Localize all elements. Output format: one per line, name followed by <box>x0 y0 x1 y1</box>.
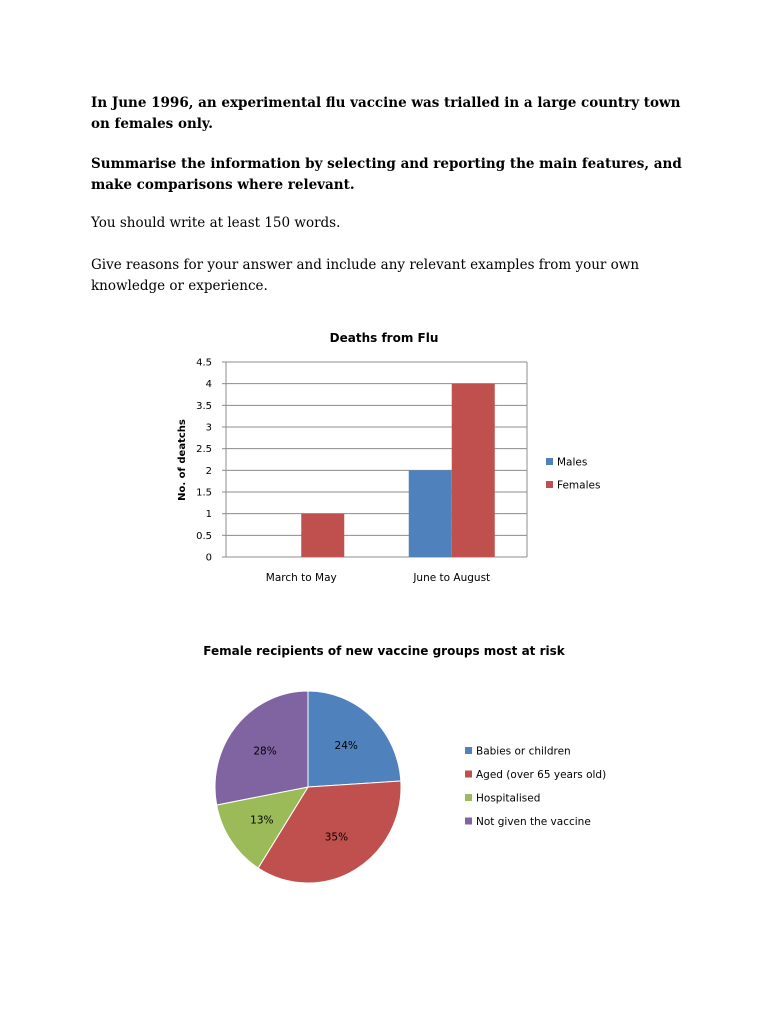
pie-legend-swatch <box>465 818 472 825</box>
legend-label-females: Females <box>557 479 601 492</box>
task-description: In June 1996, an experimental flu vaccine was trialled in a large country town on females only. <box>91 95 681 132</box>
bar-chart-y-tick-label: 2 <box>205 465 212 477</box>
bar-chart-y-axis-label: No. of deatchs <box>177 419 188 501</box>
bar-females-0 <box>301 514 344 557</box>
legend-swatch-females <box>546 481 553 488</box>
pie-slice-label: 35% <box>324 831 349 844</box>
task-instructions: Summarise the information by selecting and reporting the main features, and make comparisons where relevant. <box>91 156 682 193</box>
pie-chart <box>203 644 606 883</box>
pie-legend-swatch <box>465 771 472 778</box>
bar-chart-y-tick-label: 3 <box>205 422 212 434</box>
bar-chart-y-tick-label: 0.5 <box>196 530 212 542</box>
pie-slice-0 <box>308 691 401 787</box>
pie-slice-label: 28% <box>253 745 277 758</box>
legend-label-males: Males <box>557 456 588 469</box>
bar-chart-y-tick-label: 0 <box>205 552 212 564</box>
bar-chart-y-tick-label: 4 <box>205 379 212 391</box>
pie-legend-swatch <box>465 747 472 754</box>
pie-legend-label: Not given the vaccine <box>476 816 591 828</box>
bar-chart <box>177 331 600 584</box>
pie-legend-label: Hospitalised <box>476 792 541 805</box>
bar-chart-y-tick-label: 3.5 <box>196 400 212 412</box>
bar-chart-y-tick-label: 2.5 <box>196 444 212 456</box>
pie-slice-label: 13% <box>250 814 274 827</box>
legend-swatch-males <box>546 458 553 465</box>
pie-legend-label: Aged (over 65 years old) <box>476 769 607 781</box>
bar-chart-y-tick-label: 4.5 <box>196 357 212 369</box>
bar-chart-y-tick-label: 1 <box>205 509 212 521</box>
word-count-instruction: You should write at least 150 words. <box>91 215 341 231</box>
pie-slice-label: 24% <box>334 740 358 753</box>
pie-legend-swatch <box>465 794 472 801</box>
reasons-instruction: Give reasons for your answer and include any relevant examples from your own knowledge or experience. <box>91 257 640 294</box>
bar-chart-x-tick-label: March to May <box>265 572 337 584</box>
bar-males-1 <box>409 470 452 557</box>
pie-chart-title: Female recipients of new vaccine groups most at risk <box>203 644 565 658</box>
bar-females-1 <box>452 384 495 557</box>
bar-chart-y-tick-label: 1.5 <box>196 487 212 499</box>
bar-chart-title: Deaths from Flu <box>329 331 439 345</box>
pie-legend-label: Babies or children <box>476 745 571 758</box>
bar-chart-x-tick-label: June to August <box>413 572 491 584</box>
